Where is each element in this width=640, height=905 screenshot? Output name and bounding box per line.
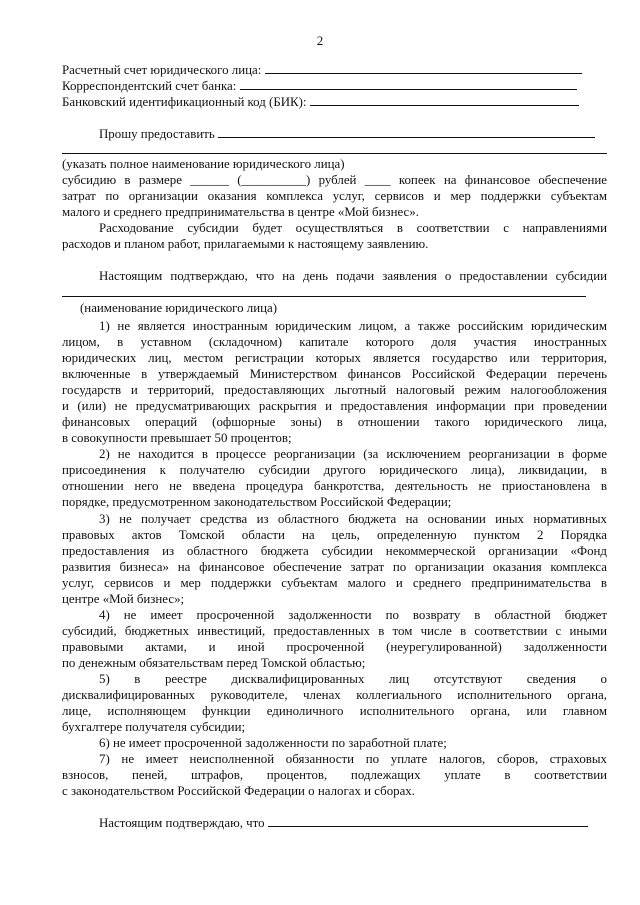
request-row [99, 126, 607, 142]
corr-account-row [62, 78, 607, 94]
legal-entity-name-line[interactable] [62, 153, 607, 154]
condition-item-2: порядке, предусмотренном законодательством Российской Федерации; [62, 495, 452, 509]
condition-item-5: 5) в реестре дисквалифицированных лиц отсутствуют сведения о [99, 672, 607, 686]
bik-row [62, 94, 607, 110]
condition-item-3: предоставления из областного бюджета субсидии некоммерческой организации «Фонд [62, 544, 607, 558]
expense-line: расходов и планом работ, прилагаемыми к настоящему заявлению. [62, 237, 429, 251]
condition-item-6: 6) не имеет просроченной задолженности по заработной плате; [99, 736, 447, 750]
corr-account-field[interactable] [240, 78, 577, 90]
expense-line: Расходование субсидии будет осуществляться в соответствии с направлениями [99, 221, 607, 235]
condition-item-4: правовыми актами, и иной просроченной (неурегулированной) задолженности [62, 640, 607, 654]
condition-item-1: 1) не является иностранным юридическим лицом, а также российским юридическим [99, 319, 607, 333]
condition-item-3: развития бизнеса» на финансовое обеспечение затрат по организации оказания комплекса [62, 560, 607, 574]
condition-item-2: отношении него не введена процедура банкротства, деятельность не приостановлена в [62, 479, 607, 493]
condition-item-1: лицом, в уставном (складочном) капитале которого доля участия иностранных [62, 335, 607, 349]
condition-item-1: в совокупности превышает 50 процентов; [62, 431, 292, 445]
closing-field[interactable] [268, 815, 588, 827]
condition-item-3: услуг, сервисов и мер поддержки субъектам малого и среднего предпринимательства в [62, 576, 607, 590]
condition-item-3: правовых актов Томской области на цель, определенную пунктом 2 Порядка [62, 528, 607, 542]
condition-item-4: 4) не имеет просроченной задолженности по возврату в областной бюджет [99, 608, 607, 622]
condition-item-2: 2) не находится в процессе реорганизации (за исключением реорганизации в форме [99, 447, 607, 461]
settlement-account-row [62, 62, 607, 78]
request-hint: (указать полное наименование юридического лица) [62, 157, 345, 171]
condition-item-3: центре «Мой бизнес»; [62, 592, 185, 606]
bik-label: Банковский идентификационный код (БИК): [62, 95, 307, 109]
condition-item-1: государств и территорий, предоставляющих льготный налоговый режим налогообложения [62, 383, 607, 397]
subsidy-line: малого и среднего предпринимательства в центре «Мой бизнес». [62, 205, 419, 219]
settlement-account-field[interactable] [265, 62, 582, 74]
request-intro: Прошу предоставить [99, 127, 215, 141]
confirm-intro: Настоящим подтверждаю, что на день подачи заявления о предоставлении субсидии [99, 269, 607, 283]
condition-item-3: 3) не получает средства из областного бюджета на основании иных нормативных [99, 512, 607, 526]
condition-item-7: с законодательством Российской Федерации о налогах и сборах. [62, 784, 415, 798]
confirm-hint: (наименование юридического лица) [80, 301, 278, 315]
subsidy-line: затрат по организации оказания комплекса услуг, сервисов и мер поддержки субъектам [62, 189, 607, 203]
bik-field[interactable] [310, 94, 579, 106]
condition-item-5: дисквалифицированных руководителе, членах коллегиального исполнительного органа, [62, 688, 607, 702]
corr-account-label: Корреспондентский счет банка: [62, 79, 237, 93]
settlement-account-label: Расчетный счет юридического лица: [62, 63, 262, 77]
condition-item-4: субсидий, бюджетных инвестиций, предоставленных в том числе в соответствии с иными [62, 624, 607, 638]
condition-item-7: взносов, пеней, штрафов, процентов, подлежащих уплате в соответствии [62, 768, 607, 782]
condition-item-1: юридических лиц, местом регистрации которых является государство или территория, [62, 351, 607, 365]
condition-item-5: лице, исполняющем функции единоличного исполнительного органа, или главном [62, 704, 607, 718]
closing-row [99, 815, 607, 831]
legal-entity-name-field[interactable] [218, 126, 595, 138]
closing-text: Настоящим подтверждаю, что [99, 816, 265, 830]
page-number: 2 [316, 33, 324, 48]
condition-item-1: включенные в утверждаемый Министерством финансов Российской Федерации перечень [62, 367, 607, 381]
condition-item-5: бухгалтере получателя субсидии; [62, 720, 246, 734]
confirm-entity-name-line[interactable] [62, 296, 586, 297]
condition-item-7: 7) не имеет неисполненной обязанности по уплате налогов, сборов, страховых [99, 752, 607, 766]
condition-item-2: присоединения к получателю субсидии другого юридического лица), ликвидации, в [62, 463, 607, 477]
condition-item-4: по денежным обязательствам перед Томской областью; [62, 656, 366, 670]
condition-item-1: финансовых операций (офшорные зоны) в отношении такого юридического лица, [62, 415, 607, 429]
condition-item-1: и (или) не предусматривающих раскрытия и предоставления информации при проведении [62, 399, 607, 413]
subsidy-line: субсидию в размере ______ (__________) рублей ____ копеек на финансовое обеспечение [62, 173, 607, 187]
